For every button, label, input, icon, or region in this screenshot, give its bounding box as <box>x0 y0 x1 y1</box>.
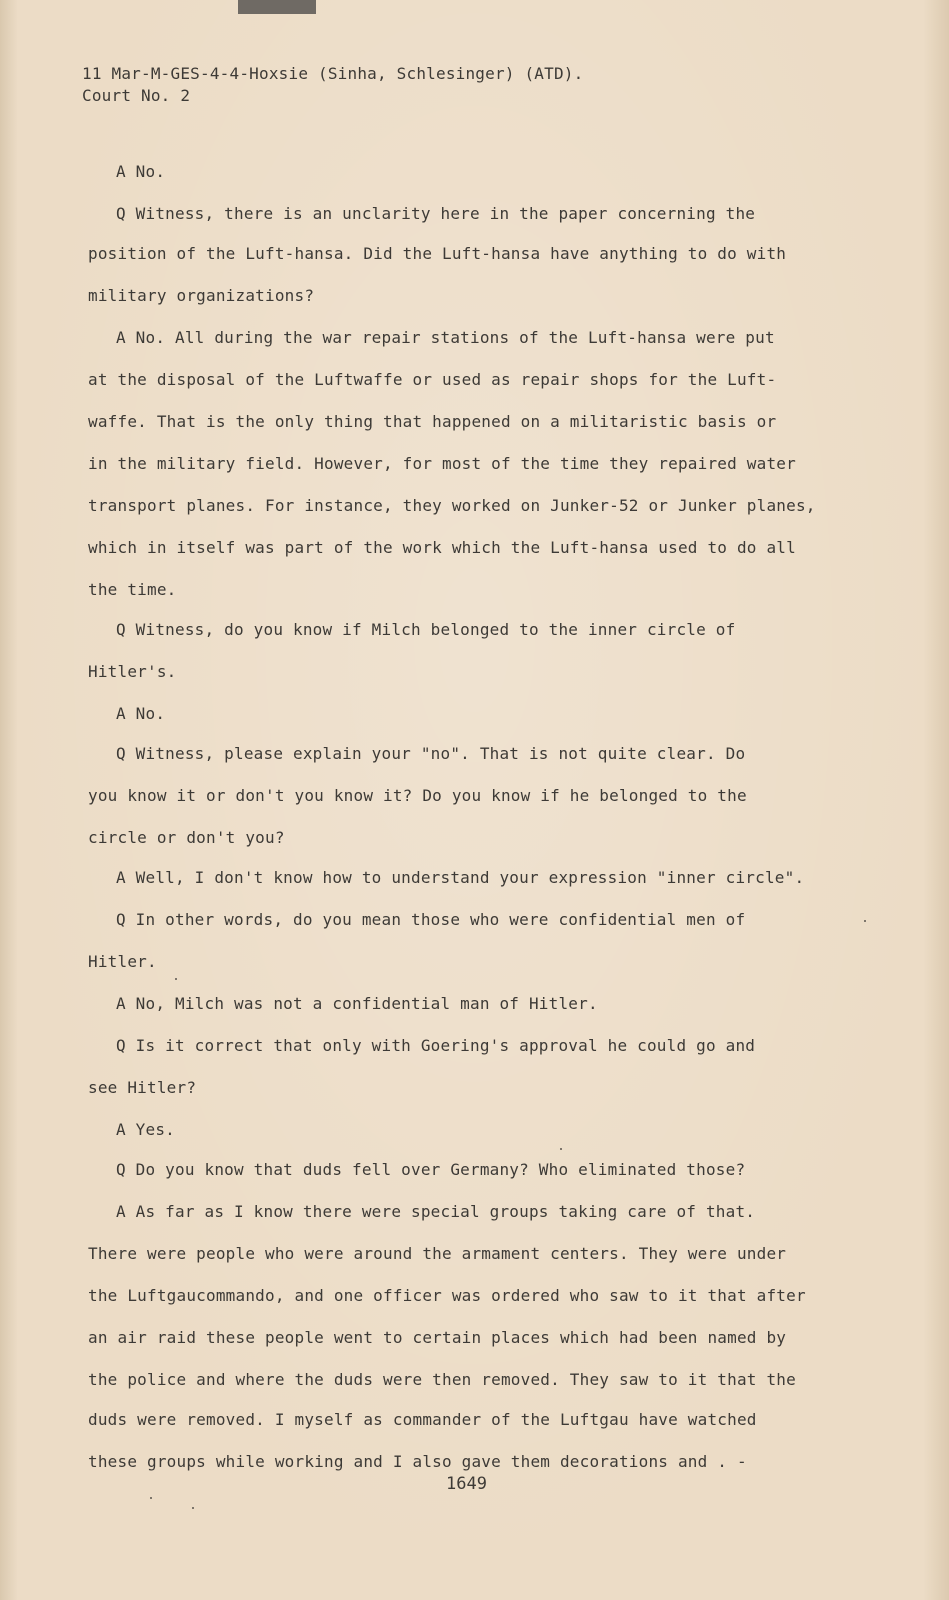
paper-speck <box>864 920 866 922</box>
transcript-line: Q Witness, there is an unclarity here in the paper concerning the <box>116 204 756 223</box>
header-case-line: 11 Mar-M-GES-4-4-Hoxsie (Sinha, Schlesinger) (ATD). <box>82 64 584 83</box>
transcript-line: A No. All during the war repair stations of the Luft-hansa were put <box>116 328 775 347</box>
transcript-line: Hitler's. <box>88 662 177 681</box>
transcript-line: transport planes. For instance, they worked on Junker-52 or Junker planes, <box>88 496 816 515</box>
paper-speck <box>560 1148 562 1150</box>
transcript-line: A Well, I don't know how to understand your expression "inner circle". <box>116 868 805 887</box>
transcript-line: Q Is it correct that only with Goering's approval he could go and <box>116 1036 756 1055</box>
page-number: 1649 <box>446 1474 487 1494</box>
transcript-line: Q In other words, do you mean those who were confidential men of <box>116 910 746 929</box>
transcript-line: A As far as I know there were special groups taking care of that. <box>116 1202 756 1221</box>
transcript-line: Hitler. <box>88 952 157 971</box>
transcript-line: the police and where the duds were then removed. They saw to it that the <box>88 1370 796 1389</box>
paper-speck <box>150 1497 152 1499</box>
transcript-line: an air raid these people went to certain places which had been named by <box>88 1328 787 1347</box>
page-edge-shadow-right <box>923 0 949 1600</box>
transcript-line: you know it or don't you know it? Do you know if he belonged to the <box>88 786 747 805</box>
paper-speck <box>175 978 177 980</box>
paper-speck <box>192 1507 194 1509</box>
transcript-line: A No. <box>116 162 166 181</box>
transcript-line: Q Do you know that duds fell over Germany? Who eliminated those? <box>116 1160 746 1179</box>
transcript-line: waffe. That is the only thing that happened on a militaristic basis or <box>88 412 777 431</box>
transcript-line: Q Witness, please explain your "no". That is not quite clear. Do <box>116 744 746 763</box>
header-court-line: Court No. 2 <box>82 86 191 105</box>
binding-tab-mark <box>238 0 316 14</box>
transcript-line: see Hitler? <box>88 1078 197 1097</box>
transcript-line: There were people who were around the armament centers. They were under <box>88 1244 787 1263</box>
transcript-line: at the disposal of the Luftwaffe or used as repair shops for the Luft- <box>88 370 777 389</box>
transcript-line: which in itself was part of the work which the Luft-hansa used to do all <box>88 538 796 557</box>
transcript-line: in the military field. However, for most of the time they repaired water <box>88 454 796 473</box>
transcript-line: the Luftgaucommando, and one officer was ordered who saw to it that after <box>88 1286 806 1305</box>
transcript-line: position of the Luft-hansa. Did the Luft-hansa have anything to do with <box>88 244 787 263</box>
transcript-line: Q Witness, do you know if Milch belonged to the inner circle of <box>116 620 736 639</box>
transcript-line: A Yes. <box>116 1120 175 1139</box>
transcript-line: the time. <box>88 580 177 599</box>
transcript-line: A No, Milch was not a confidential man of Hitler. <box>116 994 598 1013</box>
transcript-line: these groups while working and I also gave them decorations and . - <box>88 1452 747 1471</box>
transcript-line: military organizations? <box>88 286 315 305</box>
transcript-line: circle or don't you? <box>88 828 285 847</box>
transcript-line: A No. <box>116 704 166 723</box>
page-edge-shadow-left <box>0 0 18 1600</box>
transcript-line: duds were removed. I myself as commander of the Luftgau have watched <box>88 1410 757 1429</box>
